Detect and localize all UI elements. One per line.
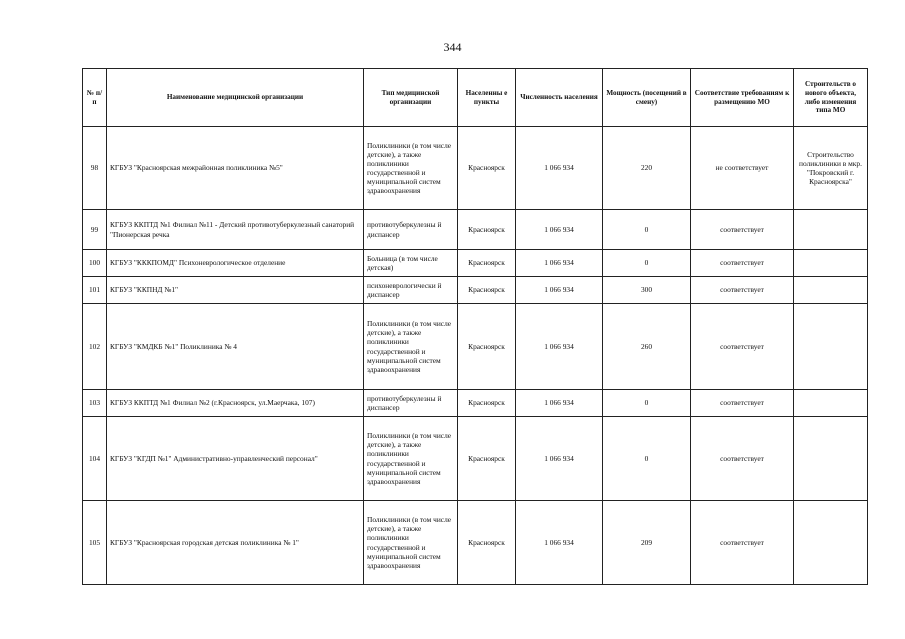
row-capacity: 209 [603, 501, 691, 585]
row-type: противотуберкулезны й диспансер [364, 390, 458, 417]
row-name: КГБУЗ "Красноярская межрайонная поликлиника №5" [107, 127, 364, 210]
table-row [83, 250, 868, 277]
row-population: 1 066 934 [516, 250, 603, 277]
header-construction: Строительств о нового объекта, либо изменения типа МО [794, 69, 868, 127]
row-compliance: соответствует [691, 210, 794, 250]
row-num: 98 [83, 127, 107, 210]
row-name: КГБУЗ "КККПОМД" Психоневрологическое отделение [107, 250, 364, 277]
row-compliance: не соответствует [691, 127, 794, 210]
row-population: 1 066 934 [516, 277, 603, 304]
header-type: Тип медицинской организации [364, 69, 458, 127]
header-settlement: Населенны е пункты [458, 69, 516, 127]
table-row [83, 304, 868, 390]
row-population: 1 066 934 [516, 501, 603, 585]
row-settlement: Красноярск [458, 127, 516, 210]
row-population: 1 066 934 [516, 304, 603, 390]
row-construction: Строительство поликлиники в мкр. "Покровский г. Красноярска" [794, 127, 868, 210]
row-compliance: соответствует [691, 417, 794, 501]
row-construction [794, 304, 868, 390]
row-construction [794, 250, 868, 277]
table-row [83, 127, 868, 210]
row-capacity: 0 [603, 250, 691, 277]
row-num: 99 [83, 210, 107, 250]
row-num: 101 [83, 277, 107, 304]
row-population: 1 066 934 [516, 390, 603, 417]
row-name: КГБУЗ "КМДКБ №1" Поликлиника № 4 [107, 304, 364, 390]
table-row [83, 210, 868, 250]
row-compliance: соответствует [691, 390, 794, 417]
table-row [83, 417, 868, 501]
page-number: 344 [443, 40, 462, 54]
row-type: психоневрологически й диспансер [364, 277, 458, 304]
row-name: КГБУЗ "ККПНД №1" [107, 277, 364, 304]
row-settlement: Красноярск [458, 210, 516, 250]
row-compliance: соответствует [691, 304, 794, 390]
row-num: 100 [83, 250, 107, 277]
row-settlement: Красноярск [458, 304, 516, 390]
row-name: КГБУЗ ККПТД №1 Филиал №11 - Детский противотуберкулезный санаторий "Пионерская речка [107, 210, 364, 250]
row-name: КГБУЗ "Красноярская городская детская поликлиника № 1" [107, 501, 364, 585]
header-capacity: Мощность (посещений в смену) [603, 69, 691, 127]
row-capacity: 260 [603, 304, 691, 390]
row-num: 105 [83, 501, 107, 585]
row-num: 103 [83, 390, 107, 417]
header-population: Численность населения [516, 69, 603, 127]
table-row [83, 501, 868, 585]
row-name: КГБУЗ ККПТД №1 Филиал №2 (г.Красноярск, ул.Маерчака, 107) [107, 390, 364, 417]
row-type: Поликлиники (в том числе детские), а также поликлиники государственной и муниципальной систем здравоохранения [364, 417, 458, 501]
header-compliance: Соответствие требованиям к размещению МО [691, 69, 794, 127]
row-capacity: 300 [603, 277, 691, 304]
row-population: 1 066 934 [516, 210, 603, 250]
row-construction [794, 210, 868, 250]
row-settlement: Красноярск [458, 390, 516, 417]
row-capacity: 0 [603, 390, 691, 417]
row-type: Поликлиники (в том числе детские), а также поликлиники государственной и муниципальной систем здравоохранения [364, 304, 458, 390]
row-num: 104 [83, 417, 107, 501]
row-capacity: 220 [603, 127, 691, 210]
row-construction [794, 417, 868, 501]
row-capacity: 0 [603, 417, 691, 501]
row-type: Больница (в том числе детская) [364, 250, 458, 277]
row-construction [794, 501, 868, 585]
row-population: 1 066 934 [516, 127, 603, 210]
header-num: № п/п [83, 69, 107, 127]
row-compliance: соответствует [691, 501, 794, 585]
row-name: КГБУЗ "КГДП №1" Административно-управленческий персонал" [107, 417, 364, 501]
header-name: Наименование медицинской организации [107, 69, 364, 127]
row-settlement: Красноярск [458, 501, 516, 585]
row-type: Поликлиники (в том числе детские), а также поликлиники государственной и муниципальной систем здравоохранения [364, 501, 458, 585]
table-header-row [83, 69, 868, 127]
row-type: Поликлиники (в том числе детские), а также поликлиники государственной и муниципальной систем здравоохранения [364, 127, 458, 210]
table-row [83, 277, 868, 304]
table-row [83, 390, 868, 417]
row-compliance: соответствует [691, 277, 794, 304]
row-settlement: Красноярск [458, 277, 516, 304]
medical-organizations-table [82, 68, 868, 585]
row-type: противотуберкулезны й диспансер [364, 210, 458, 250]
row-construction [794, 277, 868, 304]
row-construction [794, 390, 868, 417]
row-settlement: Красноярск [458, 417, 516, 501]
row-capacity: 0 [603, 210, 691, 250]
row-settlement: Красноярск [458, 250, 516, 277]
row-population: 1 066 934 [516, 417, 603, 501]
row-compliance: соответствует [691, 250, 794, 277]
row-num: 102 [83, 304, 107, 390]
